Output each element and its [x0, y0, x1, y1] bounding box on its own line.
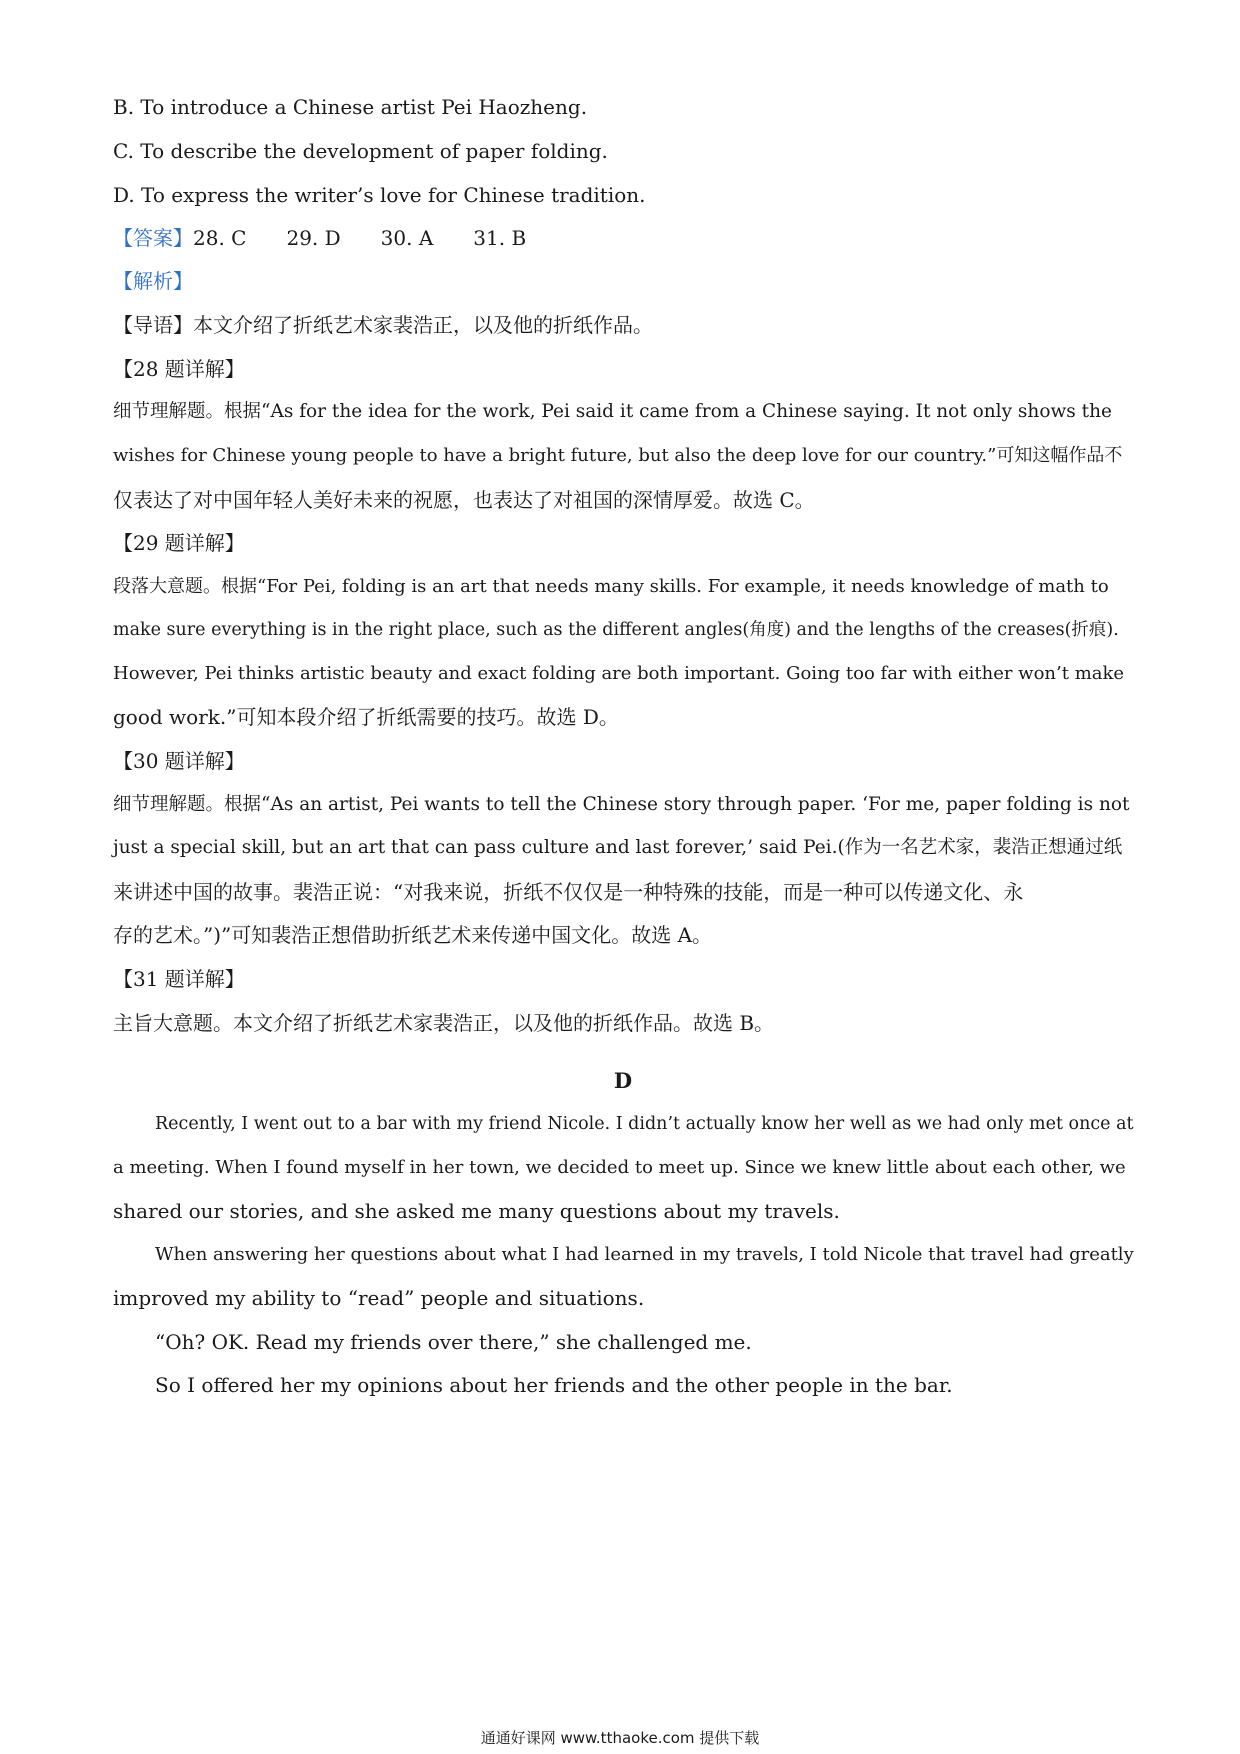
q30-line: just a special skill, but an art that can pass culture and last forever,’ said Pei.(作为一名艺术家，裴浩正想通过纸	[113, 837, 1123, 858]
section-title: D	[613, 1068, 633, 1093]
answer-30: 30. A	[380, 226, 434, 250]
option-d: D. To express the writer’s love for Chinese tradition.	[113, 183, 646, 207]
passage-line: a meeting. When I found myself in her town, we decided to meet up. Since we knew little about each other, we	[113, 1157, 1126, 1178]
passage-line: “Oh? OK. Read my friends over there,” she challenged me.	[155, 1330, 752, 1354]
answer-29: 29. D	[286, 226, 341, 250]
q29-heading: 【29 题详解】	[113, 531, 245, 555]
q29-line: good work.”可知本段介绍了折纸需要的技巧。故选 D。	[113, 705, 619, 729]
passage-line: So I offered her my opinions about her friends and the other people in the bar.	[155, 1373, 953, 1397]
q28-line: wishes for Chinese young people to have a bright future, but also the deep love for our country.”可知这幅作品不	[113, 445, 1123, 466]
q29-line: make sure everything is in the right place, such as the different angles(角度) and the lengths of the creases(折痕).	[113, 620, 1119, 640]
answer-28: 28. C	[193, 226, 247, 250]
analysis-label: 【解析】	[113, 269, 193, 293]
q31-heading: 【31 题详解】	[113, 967, 245, 991]
q29-line: However, Pei thinks artistic beauty and exact folding are both important. Going too far with either won’t make	[113, 663, 1125, 684]
answer-line	[113, 223, 526, 253]
q30-line: 来讲述中国的故事。裴浩正说：“对我来说，折纸不仅仅是一种特殊的技能，而是一种可以传递文化、永	[113, 880, 1024, 904]
q28-heading: 【28 题详解】	[113, 357, 245, 381]
q29-line: 段落大意题。根据“For Pei, folding is an art that needs many skills. For example, it needs knowledge of math to	[113, 576, 1109, 597]
option-c: C. To describe the development of paper folding.	[113, 139, 608, 163]
q30-line: 存的艺术。”)”可知裴浩正想借助折纸艺术来传递中国文化。故选 A。	[113, 923, 713, 947]
passage-line: When answering her questions about what I had learned in my travels, I told Nicole that travel had greatly	[155, 1244, 1134, 1265]
passage-line: improved my ability to “read” people and situations.	[113, 1286, 645, 1310]
intro-line: 【导语】本文介绍了折纸艺术家裴浩正，以及他的折纸作品。	[113, 313, 653, 337]
option-b: B. To introduce a Chinese artist Pei Haozheng.	[113, 95, 588, 119]
passage-line: Recently, I went out to a bar with my friend Nicole. I didn’t actually know her well as we had only met once at	[155, 1114, 1134, 1134]
answer-31: 31. B	[473, 226, 527, 250]
q28-line: 仅表达了对中国年轻人美好未来的祝愿，也表达了对祖国的深情厚爱。故选 C。	[113, 488, 815, 512]
q31-line: 主旨大意题。本文介绍了折纸艺术家裴浩正，以及他的折纸作品。故选 B。	[113, 1011, 775, 1035]
q30-line: 细节理解题。根据“As an artist, Pei wants to tell the Chinese story through paper. ‘For me, paper folding is not	[113, 794, 1130, 815]
q30-heading: 【30 题详解】	[113, 749, 245, 773]
answer-label: 【答案】	[113, 226, 193, 250]
passage-line: shared our stories, and she asked me many questions about my travels.	[113, 1199, 840, 1223]
footer-watermark: 通通好课网 www.tthaoke.com 提供下载	[480, 1729, 760, 1747]
q28-line: 细节理解题。根据“As for the idea for the work, Pei said it came from a Chinese saying. It not only shows the	[113, 401, 1112, 422]
